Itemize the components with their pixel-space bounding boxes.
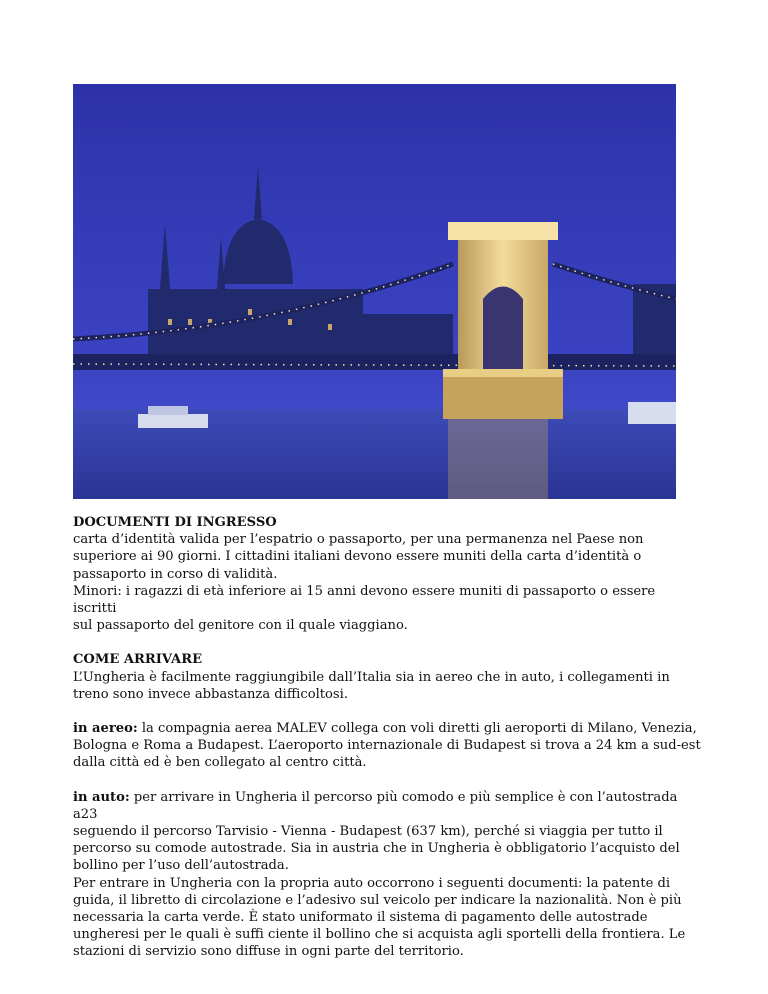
text-line: Bologna e Roma a Budapest. L’aeroporto internazionale di Budapest si trova a 24 km a sud-est bbox=[73, 738, 701, 754]
text-line: seguendo il percorso Tarvisio - Vienna - Budapest (637 km), perché si viaggia per tutto il bbox=[73, 824, 663, 840]
heading-come-arrivare: COME ARRIVARE bbox=[73, 652, 203, 668]
bridge-photo bbox=[73, 84, 676, 499]
text-line: Minori: i ragazzi di età inferiore ai 15 anni devono essere muniti di passaporto o essere iscritti bbox=[73, 583, 656, 617]
text-line: superiore ai 90 giorni. I cittadini italiani devono essere muniti della carta d’identità o bbox=[73, 549, 642, 565]
lead-auto: in auto: bbox=[73, 789, 130, 805]
text-line: L’Ungheria è facilmente raggiungibile dall’Italia sia in aereo che in auto, i collegamenti in bbox=[73, 669, 670, 685]
budapest-chain-bridge-night-photo bbox=[73, 84, 676, 499]
text-line: treno sono invece abbastanza difficoltosi. bbox=[73, 686, 348, 702]
paragraph-aereo-first-line bbox=[73, 720, 701, 737]
text-line: passaporto in corso di validità. bbox=[73, 566, 278, 582]
paragraph-auto-first-line bbox=[73, 789, 701, 823]
text-line: sul passaporto del genitore con il quale viaggiano. bbox=[73, 618, 408, 634]
text-line: dalla città ed è ben collegato al centro città. bbox=[73, 755, 367, 771]
text-line: bollino per l’uso dell’autostrada. bbox=[73, 858, 289, 874]
text-fragment: la compagnia aerea MALEV collega con voli diretti gli aeroporti di Milano, Venezia, bbox=[137, 721, 697, 737]
lead-aereo: in aereo: bbox=[73, 721, 138, 737]
text-line: ungheresi per le quali è suffi ciente il bollino che si acquista agli sportelli della frontiera. Le bbox=[73, 927, 686, 943]
text-line: percorso su comode autostrade. Sia in austria che in Ungheria è obbligatorio l’acquisto del bbox=[73, 841, 680, 857]
text-line: stazioni di servizio sono diffuse in ogni parte del territorio. bbox=[73, 944, 464, 960]
text-line: carta d’identità valida per l’espatrio o passaporto, per una permanenza nel Paese non bbox=[73, 532, 644, 548]
document-body bbox=[73, 514, 701, 961]
text-line: necessaria la carta verde. È stato uniformato il sistema di pagamento delle autostrade bbox=[73, 910, 648, 926]
text-line: guida, il libretto di circolazione e l’adesivo sul veicolo per indicare la nazionalità. Non è più bbox=[73, 892, 682, 908]
text-fragment: per arrivare in Ungheria il percorso più comodo e più semplice è con l’autostrada a23 bbox=[73, 789, 678, 822]
text-line: Per entrare in Ungheria con la propria auto occorrono i seguenti documenti: la patente di bbox=[73, 875, 671, 891]
heading-documenti: DOCUMENTI DI INGRESSO bbox=[73, 515, 277, 530]
